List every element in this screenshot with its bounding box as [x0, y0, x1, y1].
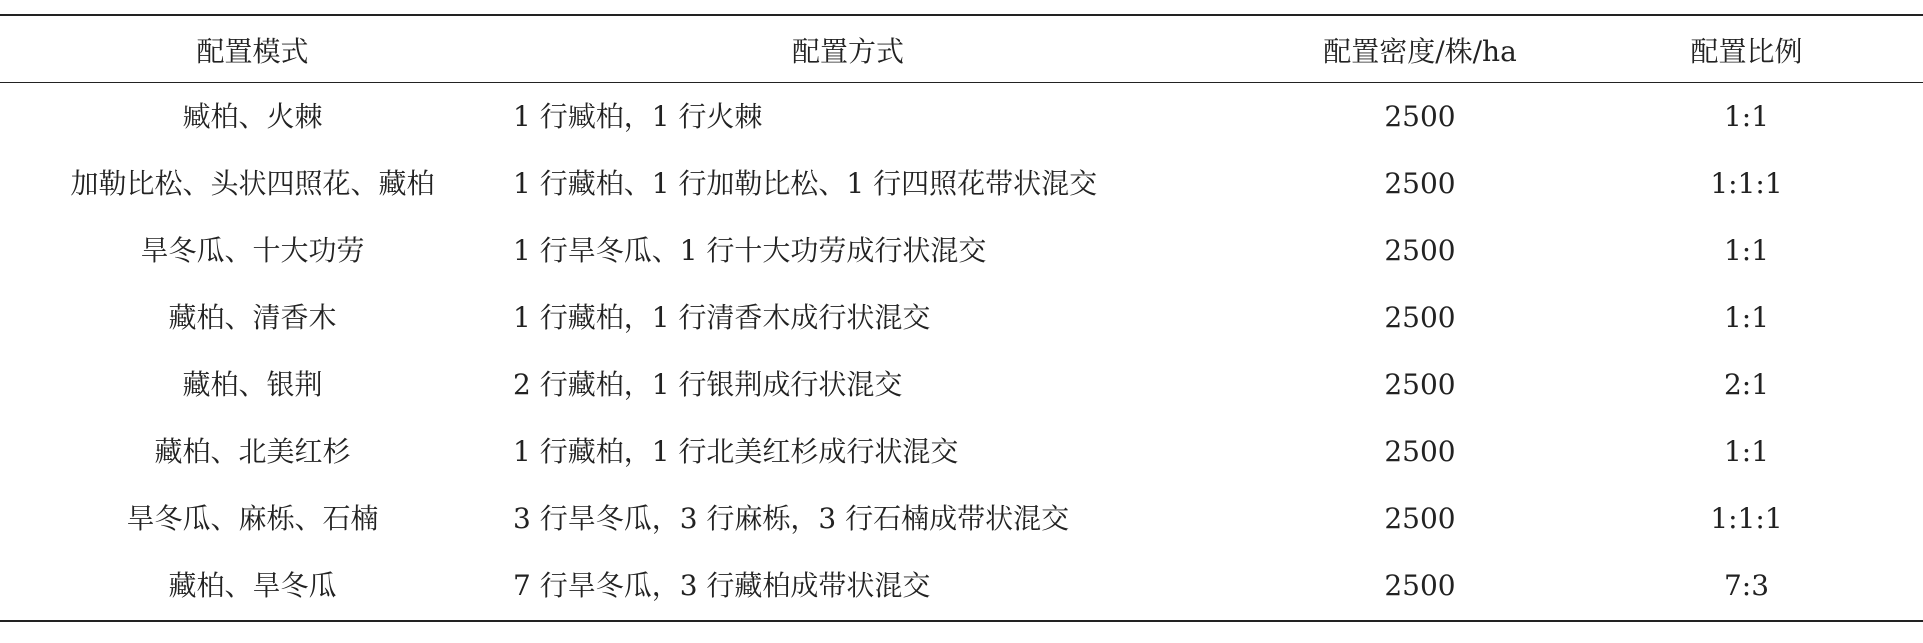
- cell-density: 2500: [1384, 368, 1456, 401]
- cell-pattern: 藏柏、北美红杉: [154, 435, 351, 468]
- cell-method: 3 行旱冬瓜，3 行麻栎，3 行石楠成带状混交: [513, 502, 1070, 535]
- cell-pattern: 旱冬瓜、十大功劳: [140, 234, 365, 267]
- cell-method: 1 行藏柏、1 行加勒比松、1 行四照花带状混交: [513, 167, 1098, 200]
- cell-density: 2500: [1384, 167, 1456, 200]
- table-header-row: [0, 0, 1923, 83]
- cell-method: 1 行旱冬瓜、1 行十大功劳成行状混交: [513, 234, 987, 267]
- cell-ratio: 1:1:1: [1710, 502, 1783, 535]
- cell-pattern: 臧柏、火棘: [182, 100, 323, 133]
- cell-ratio: 1:1: [1723, 234, 1770, 267]
- table-row: [0, 485, 1923, 552]
- table-row: [0, 552, 1923, 619]
- cell-method: 2 行藏柏，1 行银荆成行状混交: [513, 368, 903, 401]
- table-bottom-rule: [0, 620, 1923, 622]
- table-row: [0, 284, 1923, 351]
- cell-ratio: 2:1: [1723, 368, 1770, 401]
- cell-ratio: 7:3: [1723, 569, 1770, 602]
- cell-density: 2500: [1384, 301, 1456, 334]
- cell-method: 1 行藏柏，1 行清香木成行状混交: [513, 301, 931, 334]
- cell-ratio: 1:1: [1723, 435, 1770, 468]
- cell-pattern: 藏柏、清香木: [168, 301, 337, 334]
- header-method: 配置方式: [792, 34, 905, 68]
- table-row: [0, 217, 1923, 284]
- cell-pattern: 藏柏、旱冬瓜: [168, 569, 337, 602]
- cell-pattern: 旱冬瓜、麻栎、石楠: [126, 502, 379, 535]
- cell-pattern: 藏柏、银荆: [182, 368, 323, 401]
- header-density: 配置密度/株/ha: [1323, 34, 1517, 68]
- table-row: [0, 418, 1923, 485]
- cell-method: 1 行藏柏，1 行北美红杉成行状混交: [513, 435, 959, 468]
- cell-method: 1 行臧柏，1 行火棘: [513, 100, 763, 133]
- cell-density: 2500: [1384, 569, 1456, 602]
- cell-ratio: 1:1: [1723, 301, 1770, 334]
- cell-density: 2500: [1384, 502, 1456, 535]
- table-row: [0, 150, 1923, 217]
- cell-ratio: 1:1:1: [1710, 167, 1783, 200]
- cell-pattern: 加勒比松、头状四照花、藏柏: [70, 167, 435, 200]
- cell-method: 7 行旱冬瓜，3 行藏柏成带状混交: [513, 569, 931, 602]
- table-row: [0, 351, 1923, 418]
- cell-density: 2500: [1384, 234, 1456, 267]
- header-pattern: 配置模式: [196, 34, 309, 68]
- cell-density: 2500: [1384, 100, 1456, 133]
- cell-density: 2500: [1384, 435, 1456, 468]
- cell-ratio: 1:1: [1723, 100, 1770, 133]
- header-ratio: 配置比例: [1690, 34, 1803, 68]
- table-row: [0, 83, 1923, 150]
